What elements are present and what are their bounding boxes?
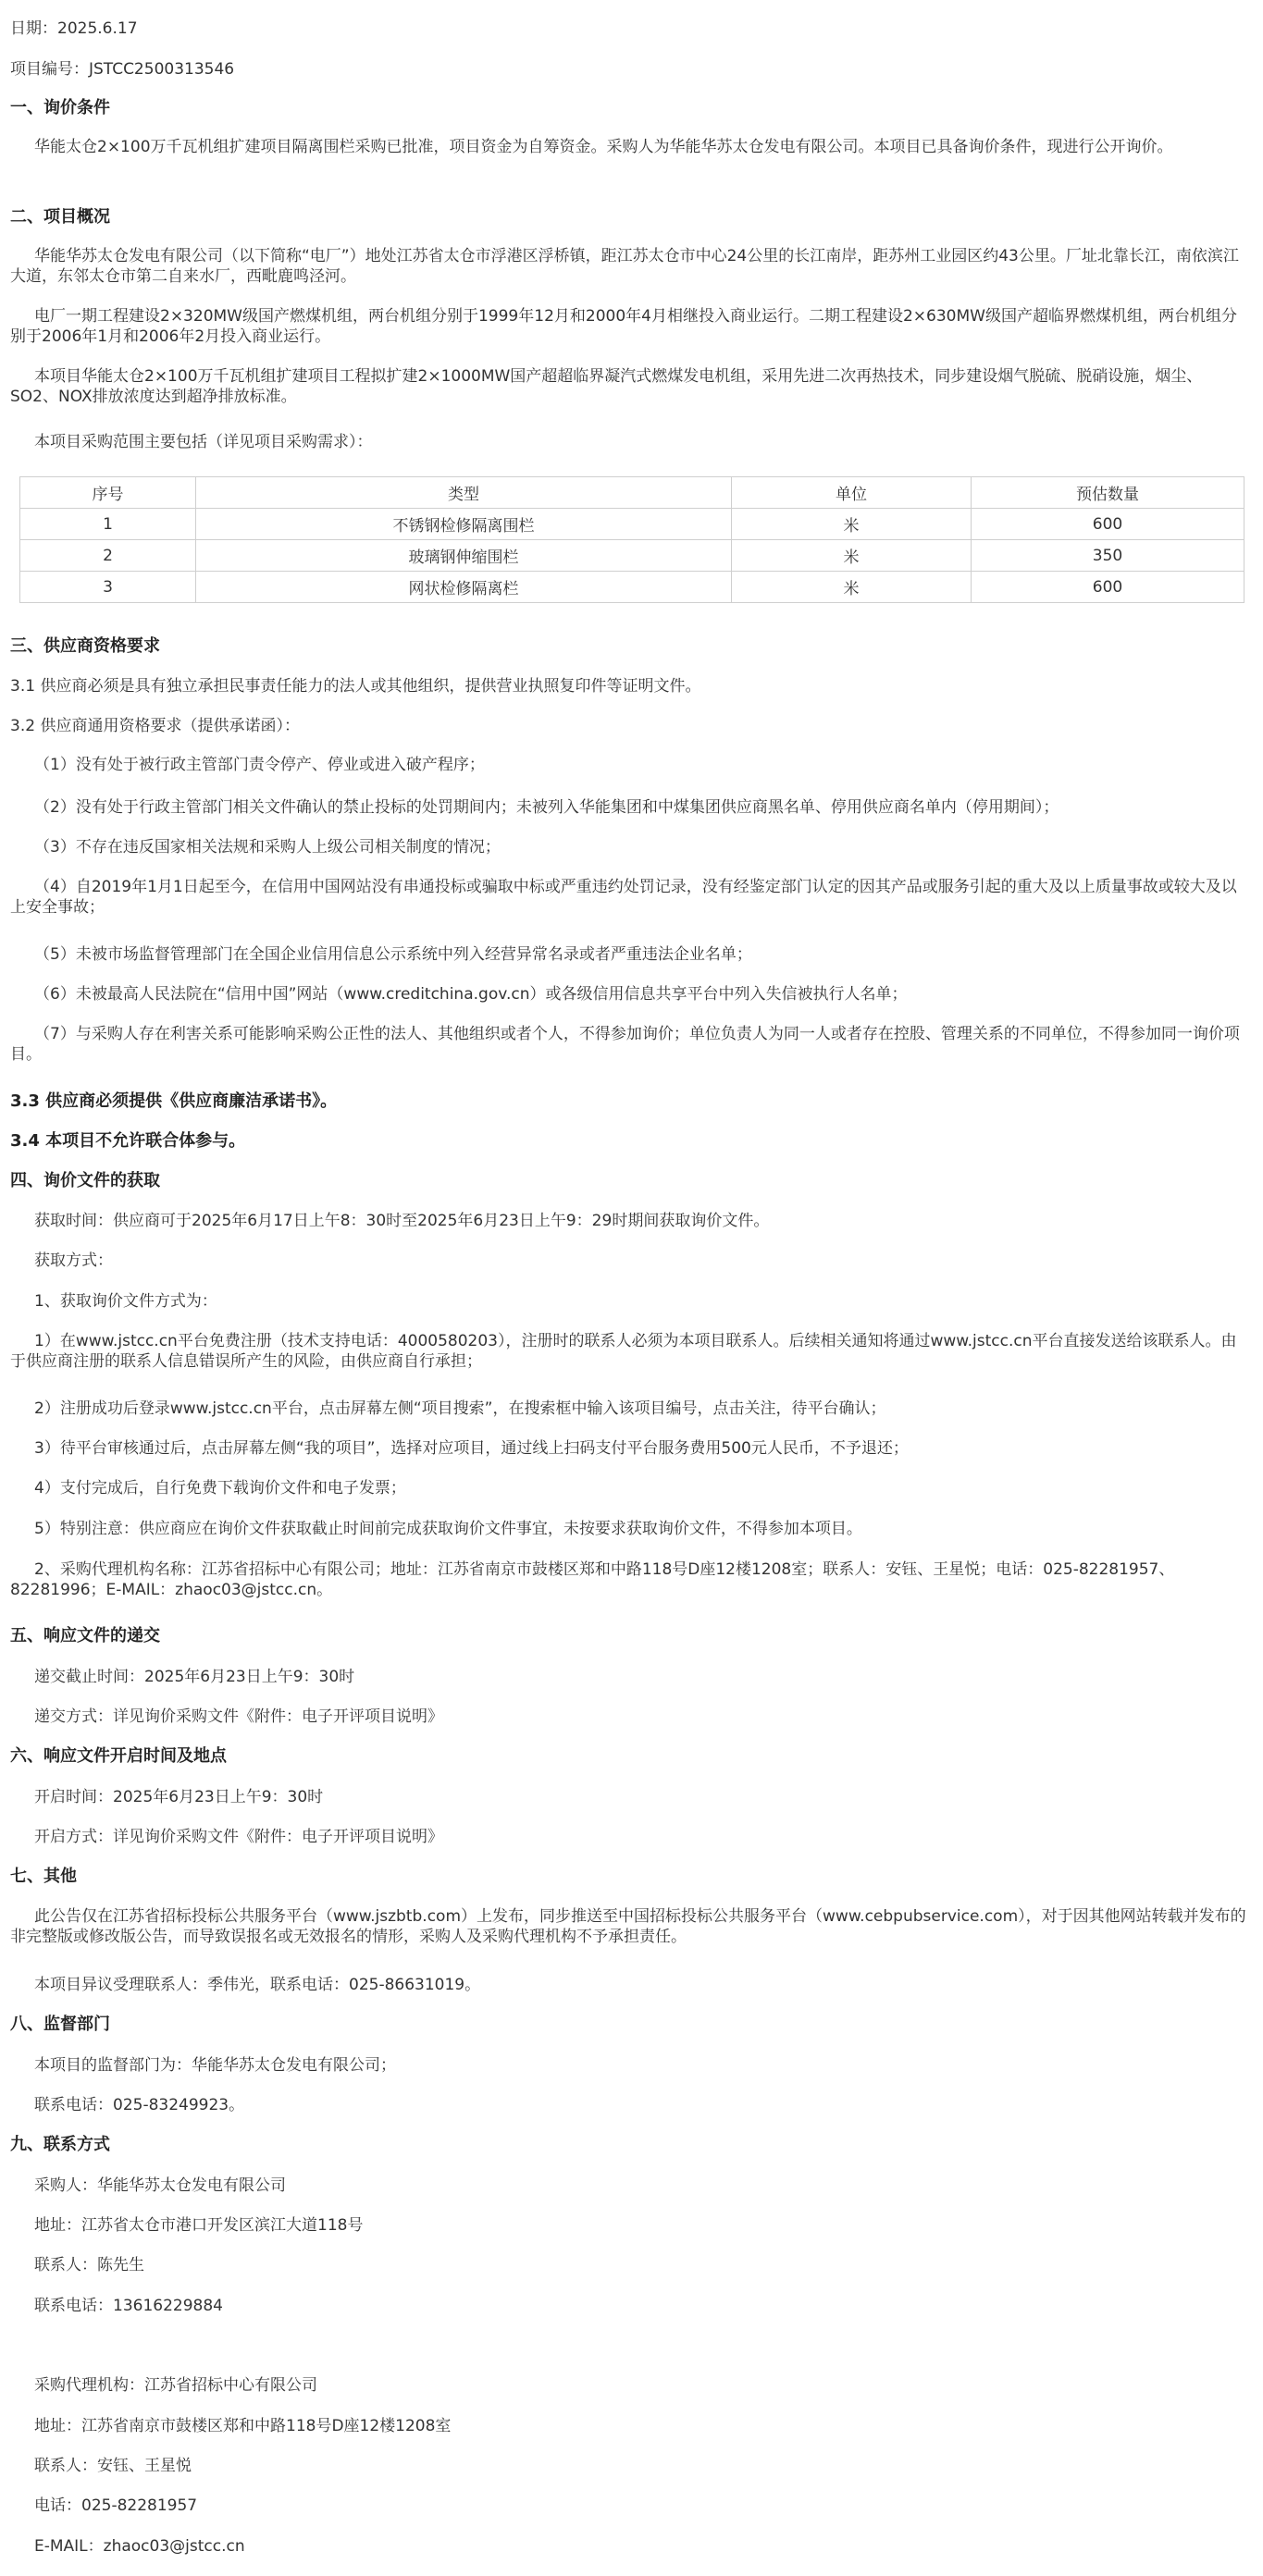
table-cell: 600 (972, 509, 1244, 540)
table-cell: 600 (972, 572, 1244, 603)
table-row (20, 509, 1244, 540)
section-heading-6: 六、响应文件开启时间及地点 (10, 1746, 227, 1766)
requirement-3-2: 3.2 供应商通用资格要求（提供承诺函）： (10, 717, 300, 735)
acquisition-step-5: 5）特别注意：供应商应在询价文件获取截止时间前完成获取询价文件事宜，未按要求获取询价文件，不得参加本项目。 (34, 1520, 862, 1538)
overview-paragraph-1: 华能华苏太仓发电有限公司（以下简称“电厂”）地处江苏省太仓市浮港区浮桥镇，距江苏太仓市中心24公里的长江南岸，距苏州工业园区约43公里。厂址北靠长江，南依滨江大道，东邻太仓市第二自来水厂，西毗鹿鸣泾河。 (10, 247, 1239, 286)
inquiry-conditions-text: 华能太仓2×100万千瓦机组扩建项目隔离围栏采购已批准，项目资金为自筹资金。采购人为华能华苏太仓发电有限公司。本项目已具备询价条件，现进行公开询价。 (34, 138, 1173, 156)
section-heading-5: 五、响应文件的递交 (10, 1626, 160, 1645)
requirement-3-1: 3.1 供应商必须是具有独立承担民事责任能力的法人或其他组织，提供营业执照复印件等证明文件。 (10, 677, 701, 696)
project-number: 项目编号：JSTCC2500313546 (10, 60, 235, 79)
table-cell: 网状检修隔离栏 (196, 572, 732, 603)
table-cell: 米 (732, 572, 972, 603)
section-heading-9: 九、联系方式 (10, 2135, 110, 2154)
column-header: 序号 (20, 477, 196, 509)
table-cell: 3 (20, 572, 196, 603)
section-heading-2: 二、项目概况 (10, 207, 110, 227)
section-heading-8: 八、监督部门 (10, 2015, 110, 2034)
acquisition-step-1: 1）在www.jstcc.cn平台免费注册（技术支持电话：4000580203），注册时的联系人必须为本项目联系人。后续相关通知将通过www.jstcc.cn平台直接发送给该联系人。由于供应商注册的联系人信息错误所产生的风险，由供应商自行承担； (10, 1332, 1237, 1371)
table-cell: 1 (20, 509, 196, 540)
qualification-item-2: （2）没有处于行政主管部门相关文件确认的禁止投标的处罚期间内；未被列入华能集团和中煤集团供应商黑名单、停用供应商名单内（停用期间）； (34, 798, 1059, 817)
submission-method: 递交方式：详见询价采购文件《附件：电子开评项目说明》 (34, 1707, 443, 1726)
qualification-item-5: （5）未被市场监督管理部门在全国企业信用信息公示系统中列入经营异常名录或者严重违法企业名单； (34, 945, 752, 964)
scope-intro: 本项目采购范围主要包括（详见项目采购需求）： (34, 433, 373, 451)
qualification-item-7: （7）与采购人存在利害关系可能影响采购公正性的法人、其他组织或者个人，不得参加询价；单位负责人为同一人或者存在控股、管理关系的不同单位，不得参加同一询价项目。 (10, 1025, 1240, 1064)
opening-method: 开启方式：详见询价采购文件《附件：电子开评项目说明》 (34, 1828, 443, 1846)
table-row (20, 572, 1244, 603)
table-cell: 不锈钢检修隔离围栏 (196, 509, 732, 540)
requirement-3-4: 3.4 本项目不允许联合体参与。 (10, 1131, 246, 1151)
agency-info: 2、采购代理机构名称：江苏省招标中心有限公司；地址：江苏省南京市鼓楼区郑和中路118号D座12楼1208室；联系人：安钰、王星悦；电话：025-82281957、82281996；E-MAIL：zhaoc03@jstcc.cn。 (10, 1560, 1175, 1599)
section-heading-3: 三、供应商资格要求 (10, 636, 160, 656)
buyer-name: 采购人：华能华苏太仓发电有限公司 (34, 2176, 286, 2195)
agency-contact: 联系人：安钰、王星悦 (34, 2457, 192, 2475)
acquisition-step-3: 3）待平台审核通过后，点击屏幕左侧“我的项目”，选择对应项目，通过线上扫码支付平台服务费用500元人民币，不予退还； (34, 1439, 909, 1458)
column-header: 单位 (732, 477, 972, 509)
procurement-items-table (19, 476, 1244, 603)
date: 日期：2025.6.17 (10, 19, 138, 38)
acquisition-step-2: 2）注册成功后登录www.jstcc.cn平台，点击屏幕左侧“项目搜索”，在搜索框中输入该项目编号，点击关注，待平台确认； (34, 1399, 886, 1418)
agency-phone: 电话：025-82281957 (34, 2496, 198, 2515)
acquisition-method-1: 1、获取询价文件方式为： (34, 1292, 217, 1311)
table-cell: 米 (732, 509, 972, 540)
acquisition-step-4: 4）支付完成后，自行免费下载询价文件和电子发票； (34, 1479, 406, 1498)
overview-paragraph-3: 本项目华能太仓2×100万千瓦机组扩建项目工程拟扩建2×1000MW国产超超临界凝汽式燃煤发电机组，采用先进二次再热技术，同步建设烟气脱硫、脱硝设施，烟尘、SO2、NOX排放浓度达到超净排放标准。 (10, 367, 1203, 406)
table-header-row (20, 477, 1244, 509)
table-cell: 2 (20, 540, 196, 572)
table-row (20, 540, 1244, 572)
opening-time: 开启时间：2025年6月23日上午9：30时 (34, 1788, 324, 1806)
requirement-3-3: 3.3 供应商必须提供《供应商廉洁承诺书》。 (10, 1091, 338, 1111)
qualification-item-4: （4）自2019年1月1日起至今，在信用中国网站没有串通投标或骗取中标或严重违约处罚记录，没有经鉴定部门认定的因其产品或服务引起的重大及以上质量事故或较大及以上安全事故； (10, 878, 1237, 917)
buyer-address: 地址：江苏省太仓市港口开发区滨江大道118号 (34, 2216, 364, 2235)
agency-email: E-MAIL：zhaoc03@jstcc.cn (34, 2537, 245, 2556)
supervisor-department: 本项目的监督部门为：华能华苏太仓发电有限公司； (34, 2056, 396, 2075)
section-heading-7: 七、其他 (10, 1867, 77, 1886)
buyer-phone: 联系电话：13616229884 (34, 2297, 223, 2315)
objection-contact: 本项目异议受理联系人：季伟光，联系电话：025-86631019。 (34, 1976, 481, 1994)
submission-deadline: 递交截止时间：2025年6月23日上午9：30时 (34, 1668, 355, 1686)
qualification-item-3: （3）不存在违反国家相关法规和采购人上级公司相关制度的情况； (34, 838, 501, 857)
overview-paragraph-2: 电厂一期工程建设2×320MW级国产燃煤机组，两台机组分别于1999年12月和2000年4月相继投入商业运行。二期工程建设2×630MW级国产超临界燃煤机组，两台机组分别于2006年1月和2006年2月投入商业运行。 (10, 307, 1237, 346)
qualification-item-1: （1）没有处于被行政主管部门责令停产、停业或进入破产程序； (34, 756, 485, 774)
section-heading-1: 一、询价条件 (10, 98, 110, 117)
column-header: 类型 (196, 477, 732, 509)
section-heading-4: 四、询价文件的获取 (10, 1171, 160, 1190)
acquisition-time: 获取时间：供应商可于2025年6月17日上午8：30时至2025年6月23日上午9：29时期间获取询价文件。 (34, 1212, 770, 1230)
buyer-contact: 联系人：陈先生 (34, 2256, 144, 2274)
table-cell: 350 (972, 540, 1244, 572)
qualification-item-6: （6）未被最高人民法院在“信用中国”网站（www.creditchina.gov.cn）或各级信用信息共享平台中列入失信被执行人名单； (34, 985, 908, 1004)
table-cell: 玻璃钢伸缩围栏 (196, 540, 732, 572)
agency-address: 地址：江苏省南京市鼓楼区郑和中路118号D座12楼1208室 (34, 2417, 452, 2435)
agency-name: 采购代理机构：江苏省招标中心有限公司 (34, 2376, 317, 2395)
column-header: 预估数量 (972, 477, 1244, 509)
acquisition-method-label: 获取方式： (34, 1251, 113, 1270)
publication-notice: 此公告仅在江苏省招标投标公共服务平台（www.jszbtb.com）上发布，同步推送至中国招标投标公共服务平台（www.cebpubservice.com），对于因其他网站转载并发布的非完整版或修改版公告，而导致误报名或无效报名的情形，采购人及采购代理机构不予承担责任。 (10, 1907, 1246, 1946)
table-cell: 米 (732, 540, 972, 572)
supervisor-phone: 联系电话：025-83249923。 (34, 2096, 245, 2114)
